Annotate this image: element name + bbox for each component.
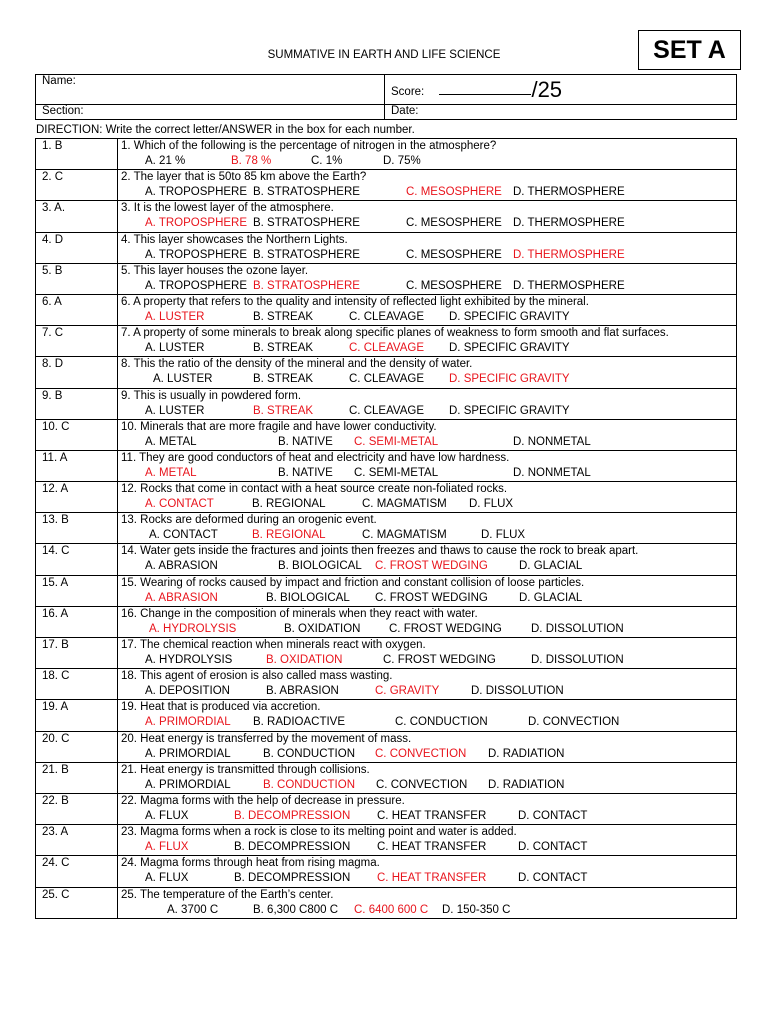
options-line	[121, 466, 736, 481]
question-row	[36, 700, 737, 731]
correct-option: A. TROPOSPHERE	[145, 217, 248, 230]
options-line	[121, 715, 736, 730]
answer-cell[interactable]: 8. D	[36, 357, 118, 388]
questions-table	[35, 138, 737, 919]
option: D. GLACIAL	[519, 560, 583, 573]
answer-cell[interactable]: 2. C	[36, 170, 118, 201]
option: C. MESOSPHERE	[406, 248, 502, 261]
options-line	[121, 216, 736, 231]
option: B. BIOLOGICAL	[278, 560, 362, 573]
option: A. 3700 C	[167, 903, 219, 916]
question-cell	[118, 731, 737, 762]
correct-option: A. ABRASION	[145, 591, 218, 604]
answer-cell[interactable]: 19. A	[36, 700, 118, 731]
correct-option: C. HEAT TRANSFER	[377, 872, 487, 885]
question-cell	[118, 357, 737, 388]
answer-cell[interactable]: 23. A	[36, 825, 118, 856]
question-row	[36, 482, 737, 513]
question-text: 15. Wearing of rocks caused by impact and friction and constant collision of loose particles.	[121, 576, 585, 589]
correct-option: B. DECOMPRESSION	[234, 809, 351, 822]
option: D. NONMETAL	[513, 435, 591, 448]
question-text: 11. They are good conductors of heat and electricity and have low hardness.	[121, 451, 510, 464]
question-row	[36, 388, 737, 419]
option: B. DECOMPRESSION	[234, 872, 351, 885]
answer-cell[interactable]: 5. B	[36, 263, 118, 294]
correct-option: A. FLUX	[145, 841, 189, 854]
question-cell	[118, 419, 737, 450]
question-cell	[118, 575, 737, 606]
option: B. STREAK	[253, 373, 314, 386]
option: C. CLEAVAGE	[349, 373, 424, 386]
option: D. CONTACT	[518, 809, 588, 822]
question-text: 25. The temperature of the Earth’s center.	[121, 888, 334, 901]
question-cell	[118, 263, 737, 294]
question-text: 16. Change in the composition of minerals when they react with water.	[121, 607, 478, 620]
option: D. SPECIFIC GRAVITY	[449, 342, 570, 355]
options-line	[121, 903, 736, 918]
answer-cell[interactable]: 4. D	[36, 232, 118, 263]
answer-cell[interactable]: 21. B	[36, 762, 118, 793]
question-row	[36, 326, 737, 357]
question-row	[36, 263, 737, 294]
option: B. NATIVE	[278, 466, 333, 479]
question-row	[36, 419, 737, 450]
answer-cell[interactable]: 6. A	[36, 294, 118, 325]
question-text: 6. A property that refers to the quality and intensity of reflected light exhibited by the mineral.	[121, 295, 589, 308]
set-label: SET A	[638, 30, 741, 70]
options-line	[121, 622, 736, 637]
question-text: 22. Magma forms with the help of decrease in pressure.	[121, 794, 405, 807]
option: A. TROPOSPHERE	[145, 248, 248, 261]
option: A. FLUX	[145, 809, 189, 822]
question-cell	[118, 544, 737, 575]
option: C. FROST WEDGING	[389, 622, 502, 635]
question-cell	[118, 762, 737, 793]
question-text: 18. This agent of erosion is also called mass wasting.	[121, 670, 393, 683]
option: B. NATIVE	[278, 435, 333, 448]
option: B. BIOLOGICAL	[266, 591, 350, 604]
option: C. CLEAVAGE	[349, 404, 424, 417]
options-line	[121, 310, 736, 325]
question-text: 4. This layer showcases the Northern Lights.	[121, 233, 348, 246]
name-cell[interactable]	[36, 75, 385, 105]
options-line	[121, 404, 736, 419]
answer-cell[interactable]: 1. B	[36, 139, 118, 170]
option: B. STREAK	[253, 310, 314, 323]
options-line	[121, 279, 736, 294]
options-line	[121, 684, 736, 699]
option: D. RADIATION	[488, 747, 565, 760]
question-row	[36, 793, 737, 824]
question-row	[36, 513, 737, 544]
options-line	[121, 840, 736, 855]
question-text: 12. Rocks that come in contact with a heat source create non-foliated rocks.	[121, 483, 508, 496]
question-text: 13. Rocks are deformed during an orogenic event.	[121, 514, 377, 527]
question-cell	[118, 700, 737, 731]
question-row	[36, 544, 737, 575]
question-row	[36, 887, 737, 918]
option: B. STRATOSPHERE	[253, 186, 360, 199]
question-row	[36, 139, 737, 170]
option: B. CONDUCTION	[263, 747, 355, 760]
options-line	[121, 497, 736, 512]
score-blank[interactable]	[439, 83, 531, 95]
correct-option: A. CONTACT	[145, 498, 214, 511]
option: B. REGIONAL	[252, 498, 326, 511]
score-label: Score:	[391, 86, 425, 98]
correct-option: A. PRIMORDIAL	[145, 716, 231, 729]
question-text: 1. Which of the following is the percentage of nitrogen in the atmosphere?	[121, 140, 497, 152]
question-text: 3. It is the lowest layer of the atmosphere.	[121, 202, 334, 215]
options-line	[121, 747, 736, 762]
option: B. STRATOSPHERE	[253, 217, 360, 230]
answer-cell[interactable]: 20. C	[36, 731, 118, 762]
question-text: 21. Heat energy is transmitted through collisions.	[121, 763, 370, 776]
question-row	[36, 856, 737, 887]
options-line	[121, 871, 736, 886]
question-row	[36, 201, 737, 232]
options-line	[121, 185, 736, 200]
correct-option: B. OXIDATION	[266, 654, 343, 666]
option: A. ABRASION	[145, 560, 218, 573]
question-cell	[118, 638, 737, 669]
question-cell	[118, 294, 737, 325]
option: D. FLUX	[481, 529, 526, 542]
answer-cell[interactable]: 10. C	[36, 419, 118, 450]
option: C. MESOSPHERE	[406, 217, 502, 230]
correct-option: C. 6400 600 C	[354, 903, 429, 916]
option: C. CONVECTION	[376, 778, 468, 791]
question-text: 17. The chemical reaction when minerals react with oxygen.	[121, 639, 426, 651]
question-row	[36, 357, 737, 388]
question-text: 2. The layer that is 50to 85 km above the Earth?	[121, 171, 367, 184]
answer-cell[interactable]: 7. C	[36, 326, 118, 357]
answer-cell[interactable]: 12. A	[36, 482, 118, 513]
question-cell	[118, 232, 737, 263]
option: B. STREAK	[253, 342, 314, 355]
correct-option: B. 78 %	[231, 155, 272, 167]
section-label: Section:	[42, 105, 84, 117]
answer-cell[interactable]: 3. A.	[36, 201, 118, 232]
option: C. 1%	[311, 155, 343, 167]
options-line	[121, 248, 736, 263]
option: B. OXIDATION	[284, 622, 361, 635]
question-cell	[118, 606, 737, 637]
question-cell	[118, 825, 737, 856]
answer-cell[interactable]: 14. C	[36, 544, 118, 575]
correct-option: C. FROST WEDGING	[375, 560, 488, 573]
question-text: 5. This layer houses the ozone layer.	[121, 264, 309, 277]
option: A. TROPOSPHERE	[145, 186, 248, 199]
option: A. 21 %	[145, 155, 186, 167]
question-text: 14. Water gets inside the fractures and joints then freezes and thaws to cause the rock to break apart.	[121, 545, 639, 558]
correct-option: A. LUSTER	[145, 310, 205, 323]
question-row	[36, 825, 737, 856]
option: B. 6,300 C800 C	[253, 903, 339, 916]
question-cell	[118, 201, 737, 232]
question-row	[36, 232, 737, 263]
options-line	[121, 559, 736, 574]
question-cell	[118, 856, 737, 887]
option: C. CONDUCTION	[395, 716, 488, 729]
question-row	[36, 762, 737, 793]
option: C. MESOSPHERE	[406, 279, 502, 292]
option: C. SEMI-METAL	[354, 466, 439, 479]
question-text: 24. Magma forms through heat from rising magma.	[121, 857, 380, 870]
option: B. DECOMPRESSION	[234, 841, 351, 854]
question-row	[36, 450, 737, 481]
answer-cell[interactable]: 9. B	[36, 388, 118, 419]
correct-option: A. METAL	[145, 466, 197, 479]
question-cell	[118, 793, 737, 824]
option: D. THERMOSPHERE	[513, 279, 625, 292]
answer-cell[interactable]: 11. A	[36, 450, 118, 481]
option: A. LUSTER	[145, 342, 205, 355]
score-cell[interactable]	[385, 75, 737, 105]
question-cell	[118, 450, 737, 481]
correct-option: C. MESOSPHERE	[406, 186, 502, 199]
option: A. LUSTER	[145, 404, 205, 417]
option: D. THERMOSPHERE	[513, 217, 625, 230]
answer-cell[interactable]: 18. C	[36, 669, 118, 700]
correct-option: B. STREAK	[253, 404, 314, 417]
document-title: SUMMATIVE IN EARTH AND LIFE SCIENCE	[267, 49, 501, 61]
question-row	[36, 294, 737, 325]
question-text: 23. Magma forms when a rock is close to its melting point and water is added.	[121, 826, 517, 839]
question-text: 19. Heat that is produced via accretion.	[121, 701, 321, 714]
question-cell	[118, 170, 737, 201]
options-line	[121, 341, 736, 356]
options-line	[121, 591, 736, 606]
correct-option: A. HYDROLYSIS	[149, 622, 237, 635]
options-line	[121, 372, 736, 387]
options-line	[121, 778, 736, 793]
question-cell	[118, 139, 737, 170]
option: A. LUSTER	[153, 373, 213, 386]
question-text: 10. Minerals that are more fragile and have lower conductivity.	[121, 420, 437, 433]
question-text: 7. A property of some minerals to break along specific planes of weakness to form smooth and flat surfaces.	[121, 327, 669, 340]
correct-option: C. CLEAVAGE	[349, 342, 424, 355]
section-cell[interactable]	[36, 105, 385, 120]
question-cell	[118, 887, 737, 918]
option: C. FROST WEDGING	[383, 654, 496, 666]
header-table	[35, 74, 737, 120]
question-row	[36, 606, 737, 637]
option: D. 150-350 C	[442, 903, 511, 916]
option: A. FLUX	[145, 872, 189, 885]
question-text: 20. Heat energy is transferred by the movement of mass.	[121, 732, 412, 745]
question-cell	[118, 513, 737, 544]
answer-cell[interactable]: 13. B	[36, 513, 118, 544]
option: A. HYDROLYSIS	[145, 654, 233, 666]
question-cell	[118, 669, 737, 700]
options-line	[121, 435, 736, 450]
option: D. DISSOLUTION	[531, 654, 624, 666]
correct-option: C. CONVECTION	[375, 747, 467, 760]
answer-cell[interactable]: 17. B	[36, 638, 118, 669]
date-label: Date:	[391, 105, 419, 117]
options-line	[121, 528, 736, 543]
question-cell	[118, 482, 737, 513]
option: A. CONTACT	[149, 529, 218, 542]
option: D. DISSOLUTION	[531, 622, 624, 635]
correct-option: B. STRATOSPHERE	[253, 279, 360, 292]
correct-option: C. SEMI-METAL	[354, 435, 439, 448]
question-row	[36, 575, 737, 606]
option: D. RADIATION	[488, 778, 565, 791]
correct-option: C. GRAVITY	[375, 685, 440, 698]
option: D. SPECIFIC GRAVITY	[449, 404, 570, 417]
option: B. ABRASION	[266, 685, 339, 698]
option: D. CONTACT	[518, 841, 588, 854]
direction-text: DIRECTION: Write the correct letter/ANSWER in the box for each number.	[36, 124, 415, 136]
option: D. THERMOSPHERE	[513, 186, 625, 199]
option: C. HEAT TRANSFER	[377, 809, 487, 822]
correct-option: D. SPECIFIC GRAVITY	[449, 373, 570, 386]
option: A. DEPOSITION	[145, 685, 230, 698]
option: C. MAGMATISM	[362, 529, 447, 542]
option: D. CONVECTION	[528, 716, 620, 729]
question-row	[36, 638, 737, 669]
answer-cell[interactable]: 22. B	[36, 793, 118, 824]
question-row	[36, 170, 737, 201]
correct-option: B. REGIONAL	[252, 529, 326, 542]
correct-option: D. THERMOSPHERE	[513, 248, 625, 261]
option: B. RADIOACTIVE	[253, 716, 346, 729]
question-text: 9. This is usually in powdered form.	[121, 389, 302, 402]
option: C. MAGMATISM	[362, 498, 447, 511]
option: D. DISSOLUTION	[471, 685, 564, 698]
option: D. NONMETAL	[513, 466, 591, 479]
answer-cell[interactable]: 24. C	[36, 856, 118, 887]
date-cell[interactable]	[385, 105, 737, 120]
question-row	[36, 669, 737, 700]
option: A. TROPOSPHERE	[145, 279, 248, 292]
option: D. GLACIAL	[519, 591, 583, 604]
answer-cell[interactable]: 15. A	[36, 575, 118, 606]
option: C. HEAT TRANSFER	[377, 841, 487, 854]
answer-cell[interactable]: 16. A	[36, 606, 118, 637]
question-text: 8. This the ratio of the density of the mineral and the density of water.	[121, 358, 473, 371]
option: D. CONTACT	[518, 872, 588, 885]
correct-option: B. CONDUCTION	[263, 778, 355, 791]
option: A. PRIMORDIAL	[145, 747, 231, 760]
options-line	[121, 154, 736, 169]
question-row	[36, 731, 737, 762]
question-cell	[118, 326, 737, 357]
question-cell	[118, 388, 737, 419]
options-line	[121, 653, 736, 668]
option: D. 75%	[383, 155, 421, 167]
score-total: /25	[531, 77, 563, 102]
option: C. CLEAVAGE	[349, 310, 424, 323]
option: A. METAL	[145, 435, 197, 448]
option: B. STRATOSPHERE	[253, 248, 360, 261]
option: D. SPECIFIC GRAVITY	[449, 310, 570, 323]
option: C. FROST WEDGING	[375, 591, 488, 604]
answer-cell[interactable]: 25. C	[36, 887, 118, 918]
options-line	[121, 809, 736, 824]
option: A. PRIMORDIAL	[145, 778, 231, 791]
option: D. FLUX	[469, 498, 514, 511]
name-label: Name:	[42, 75, 76, 87]
